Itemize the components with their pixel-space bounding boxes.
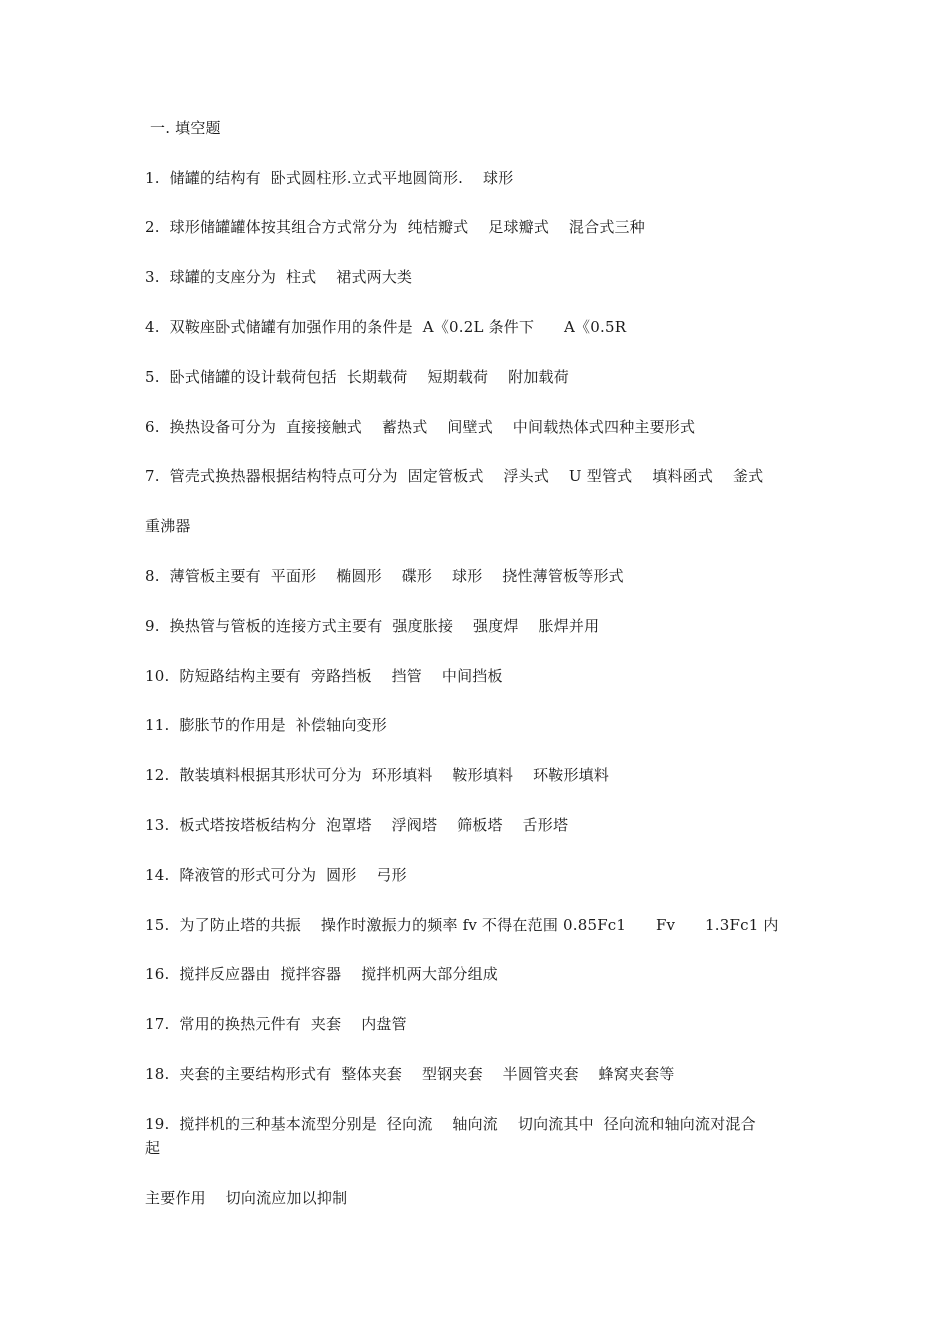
- question-3: 3. 球罐的支座分为 柱式 裙式两大类: [145, 268, 413, 286]
- question-2: 2. 球形储罐罐体按其组合方式常分为 纯桔瓣式 足球瓣式 混合式三种: [145, 218, 645, 236]
- question-13: 13. 板式塔按塔板结构分 泡罩塔 浮阀塔 筛板塔 舌形塔: [145, 816, 569, 834]
- question-8: 8. 薄管板主要有 平面形 椭圆形 碟形 球形 挠性薄管板等形式: [145, 567, 624, 585]
- question-9: 9. 换热管与管板的连接方式主要有 强度胀接 强度焊 胀焊并用: [145, 617, 600, 635]
- question-1: 1. 储罐的结构有 卧式圆柱形.立式平地圆筒形. 球形: [145, 169, 514, 187]
- question-12: 12. 散装填料根据其形状可分为 环形填料 鞍形填料 环鞍形填料: [145, 766, 610, 784]
- question-14: 14. 降液管的形式可分为 圆形 弓形: [145, 866, 407, 884]
- question-4: 4. 双鞍座卧式储罐有加强作用的条件是 A《0.2L 条件下 A《0.5R: [145, 318, 627, 336]
- question-5: 5. 卧式储罐的设计载荷包括 长期载荷 短期载荷 附加载荷: [145, 368, 569, 386]
- question-18: 18. 夹套的主要结构形式有 整体夹套 型钢夹套 半圆管夹套 蜂窝夹套等: [145, 1065, 675, 1083]
- question-19-wrap: 起: [145, 1139, 161, 1157]
- question-6: 6. 换热设备可分为 直接接触式 蓄热式 间壁式 中间载热体式四种主要形式: [145, 418, 696, 436]
- question-7-continued: 重沸器: [145, 517, 191, 535]
- question-19-continued: 主要作用 切向流应加以抑制: [145, 1189, 348, 1207]
- question-11: 11. 膨胀节的作用是 补偿轴向变形: [145, 716, 387, 734]
- section-heading: 一. 填空题: [150, 119, 221, 137]
- question-15: 15. 为了防止塔的共振 操作时激振力的频率 fv 不得在范围 0.85Fc1 Fv 1.3Fc1 内: [145, 916, 779, 934]
- question-7: 7. 管壳式换热器根据结构特点可分为 固定管板式 浮头式 U 型管式 填料函式 釜式: [145, 467, 764, 485]
- question-10: 10. 防短路结构主要有 旁路挡板 挡管 中间挡板: [145, 667, 503, 685]
- question-17: 17. 常用的换热元件有 夹套 内盘管: [145, 1015, 407, 1033]
- question-16: 16. 搅拌反应器由 搅拌容器 搅拌机两大部分组成: [145, 965, 499, 983]
- question-19: 19. 搅拌机的三种基本流型分别是 径向流 轴向流 切向流其中 径向流和轴向流对混合: [145, 1115, 756, 1133]
